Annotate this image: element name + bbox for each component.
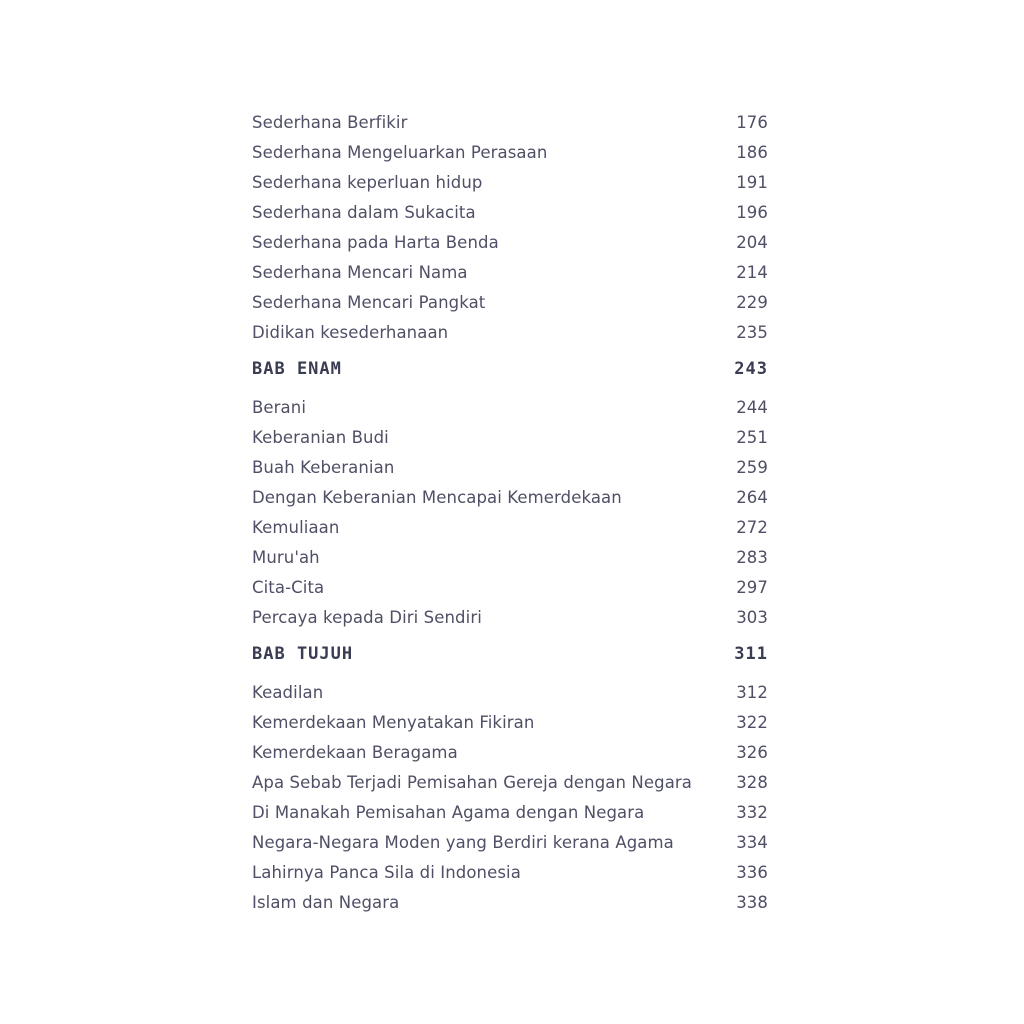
toc-entry-title: Sederhana pada Harta Benda [252, 233, 499, 252]
toc-chapter-heading [252, 636, 768, 672]
toc-entry [252, 288, 768, 318]
toc-entry-page: 272 [736, 518, 768, 537]
toc-entry [252, 678, 768, 708]
table-of-contents [252, 108, 768, 918]
toc-entry-page: 229 [736, 293, 768, 312]
toc-entry-title: Sederhana keperluan hidup [252, 173, 483, 192]
chapter-page: 311 [734, 644, 768, 664]
toc-entry-title: Keberanian Budi [252, 428, 389, 447]
toc-entry-page: 328 [736, 773, 768, 792]
toc-entry [252, 828, 768, 858]
toc-entry [252, 138, 768, 168]
toc-entry-page: 336 [736, 863, 768, 882]
toc-entry-title: Sederhana Mencari Pangkat [252, 293, 486, 312]
toc-entry-title: Berani [252, 398, 307, 417]
toc-entry-page: 297 [736, 578, 768, 597]
toc-entry-page: 312 [736, 683, 768, 702]
toc-entry [252, 798, 768, 828]
toc-entry [252, 423, 768, 453]
toc-entry [252, 768, 768, 798]
toc-entry [252, 708, 768, 738]
toc-entry [252, 198, 768, 228]
toc-entry-title: Di Manakah Pemisahan Agama dengan Negara [252, 803, 645, 822]
chapter-title: BAB TUJUH [252, 644, 354, 664]
toc-entry [252, 318, 768, 348]
toc-entry-title: Kemerdekaan Beragama [252, 743, 458, 762]
chapter-title: BAB ENAM [252, 359, 342, 379]
toc-entry-title: Islam dan Negara [252, 893, 400, 912]
toc-entry-title: Lahirnya Panca Sila di Indonesia [252, 863, 521, 882]
toc-entry [252, 603, 768, 633]
toc-entry [252, 228, 768, 258]
toc-entry [252, 258, 768, 288]
toc-entry-page: 244 [736, 398, 768, 417]
toc-entry-title: Sederhana dalam Sukacita [252, 203, 476, 222]
toc-entry-page: 204 [736, 233, 768, 252]
chapter-page: 243 [734, 359, 768, 379]
toc-entry-title: Kemerdekaan Menyatakan Fikiran [252, 713, 535, 732]
toc-entry-page: 235 [736, 323, 768, 342]
toc-entry-page: 191 [736, 173, 768, 192]
toc-entry-page: 259 [736, 458, 768, 477]
toc-entry-title: Sederhana Mencari Nama [252, 263, 468, 282]
toc-entry-page: 332 [736, 803, 768, 822]
toc-entry-page: 176 [736, 113, 768, 132]
toc-entry-title: Apa Sebab Terjadi Pemisahan Gereja dengan Negara [252, 773, 692, 792]
toc-entry [252, 738, 768, 768]
toc-entry-title: Kemuliaan [252, 518, 340, 537]
toc-entry-page: 214 [736, 263, 768, 282]
toc-chapter-heading [252, 351, 768, 387]
toc-entry-page: 334 [736, 833, 768, 852]
toc-entry-title: Buah Keberanian [252, 458, 395, 477]
toc-entry-title: Sederhana Mengeluarkan Perasaan [252, 143, 548, 162]
toc-entry-title: Sederhana Berfikir [252, 113, 408, 132]
toc-entry-title: Percaya kepada Diri Sendiri [252, 608, 482, 627]
toc-entry-title: Dengan Keberanian Mencapai Kemerdekaan [252, 488, 622, 507]
toc-entry [252, 453, 768, 483]
toc-entry-title: Muru'ah [252, 548, 320, 567]
toc-entry-page: 303 [736, 608, 768, 627]
toc-entry [252, 168, 768, 198]
toc-entry-page: 251 [736, 428, 768, 447]
toc-entry-page: 322 [736, 713, 768, 732]
toc-entry-title: Keadilan [252, 683, 324, 702]
toc-entry-page: 186 [736, 143, 768, 162]
toc-entry [252, 858, 768, 888]
toc-entry [252, 573, 768, 603]
toc-entry-title: Cita-Cita [252, 578, 325, 597]
toc-entry [252, 513, 768, 543]
toc-entry [252, 393, 768, 423]
toc-entry [252, 108, 768, 138]
toc-entry [252, 483, 768, 513]
toc-entry-page: 264 [736, 488, 768, 507]
toc-entry-page: 338 [736, 893, 768, 912]
toc-entry-page: 283 [736, 548, 768, 567]
toc-entry [252, 888, 768, 918]
toc-entry-page: 196 [736, 203, 768, 222]
toc-entry-title: Negara-Negara Moden yang Berdiri kerana Agama [252, 833, 674, 852]
toc-entry-page: 326 [736, 743, 768, 762]
toc-entry-title: Didikan kesederhanaan [252, 323, 449, 342]
toc-entry [252, 543, 768, 573]
